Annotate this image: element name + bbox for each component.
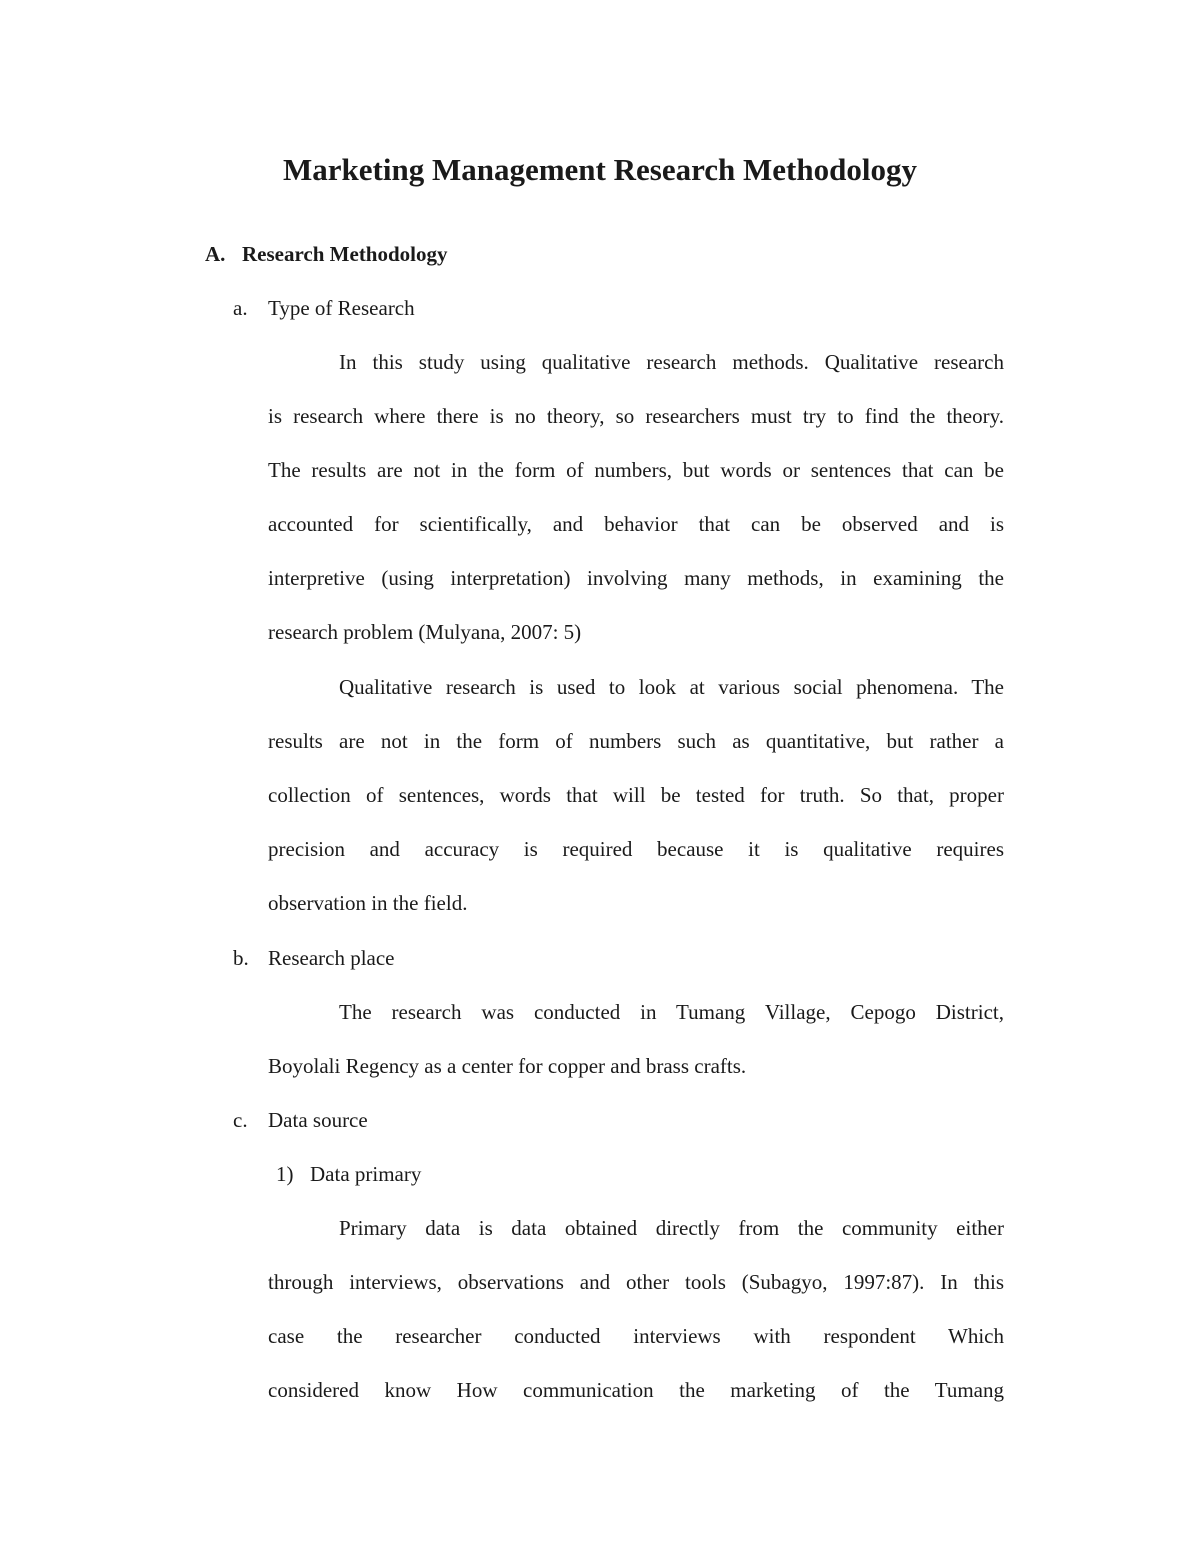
paragraph-line: precision and accuracy is required because it is qualitative requires (268, 837, 1004, 861)
section-a-heading: Research Methodology (242, 242, 448, 266)
paragraph-line: through interviews, observations and other tools (Subagyo, 1997:87). In this (268, 1270, 1004, 1294)
section-a-marker: A. (205, 242, 226, 266)
paragraph-line: is research where there is no theory, so researchers must try to find the theory. (268, 404, 1004, 428)
paragraph-line: Qualitative research is used to look at various social phenomena. The (339, 675, 1004, 699)
paragraph-line: accounted for scientifically, and behavior that can be observed and is (268, 512, 1004, 536)
item-c-marker: c. (233, 1108, 248, 1132)
paragraph-line: considered know How communication the marketing of the Tumang (268, 1378, 1004, 1402)
paragraph-line: Primary data is data obtained directly from the community either (339, 1216, 1004, 1240)
item-c-heading: Data source (268, 1108, 368, 1132)
paragraph-line: research problem (Mulyana, 2007: 5) (268, 620, 582, 644)
item-b-heading: Research place (268, 946, 395, 970)
item-b-marker: b. (233, 946, 249, 970)
paragraph-line: collection of sentences, words that will be tested for truth. So that, proper (268, 783, 1004, 807)
paragraph-line: interpretive (using interpretation) involving many methods, in examining the (268, 566, 1004, 590)
sub-item-1-marker: 1) (276, 1162, 294, 1186)
paragraph-line: The research was conducted in Tumang Village, Cepogo District, (339, 1000, 1004, 1024)
sub-item-1-heading: Data primary (310, 1162, 422, 1186)
paragraph-line: In this study using qualitative research methods. Qualitative research (339, 350, 1004, 374)
item-a-heading: Type of Research (268, 296, 415, 320)
paragraph-line: case the researcher conducted interviews with respondent Which (268, 1324, 1004, 1348)
paragraph-line: The results are not in the form of numbers, but words or sentences that can be (268, 458, 1004, 482)
paragraph-line: Boyolali Regency as a center for copper and brass crafts. (268, 1054, 747, 1078)
item-a-marker: a. (233, 296, 248, 320)
document-title: Marketing Management Research Methodology (283, 152, 917, 187)
paragraph-line: observation in the field. (268, 891, 468, 915)
paragraph-line: results are not in the form of numbers such as quantitative, but rather a (268, 729, 1004, 753)
